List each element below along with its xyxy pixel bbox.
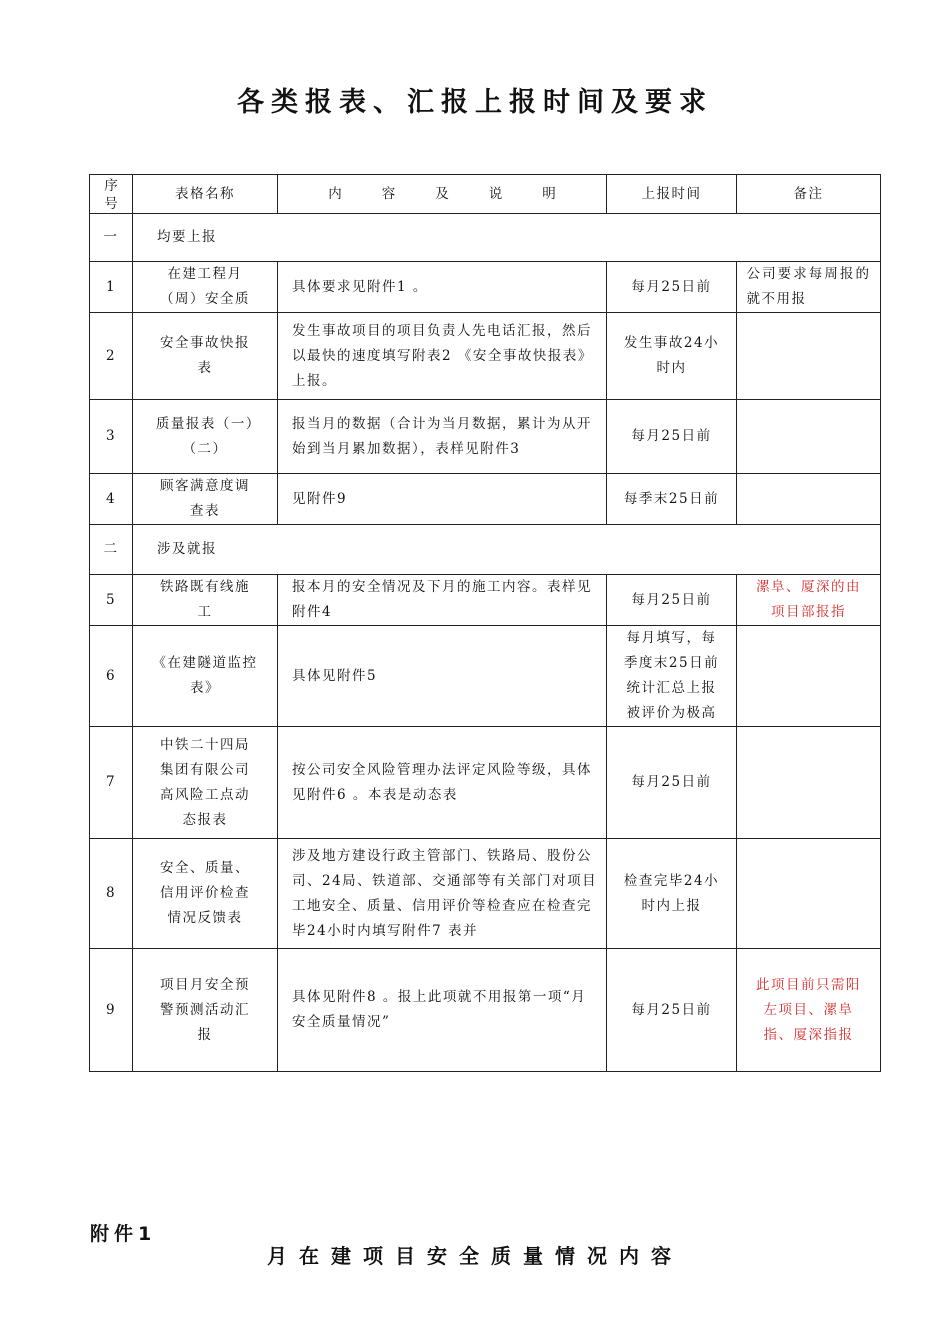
cell-name: 安全事故快报表 [133,313,278,400]
cell-time: 每月25日前 [607,949,737,1072]
cell-time: 每月填写，每季度末25日前统计汇总上报被评价为极高 [607,626,737,727]
cell-content: 见附件9 [278,474,607,525]
header-time: 上报时间 [607,175,737,214]
section-title: 均要上报 [133,214,881,262]
header-name: 表格名称 [133,175,278,214]
cell-note [737,839,881,949]
section-title: 涉及就报 [133,525,881,575]
cell-seq: 2 [90,313,133,400]
table-body [90,214,881,1072]
cell-content: 报本月的安全情况及下月的施工内容。表样见附件4 [278,575,607,626]
page-title: 各类报表、汇报上报时间及要求 [237,87,713,118]
table-row [90,313,881,400]
cell-content: 具体见附件5 [278,626,607,727]
cell-time: 发生事故24小时内 [607,313,737,400]
cell-name: 在建工程月（周）安全质 [133,262,278,313]
cell-seq: 7 [90,727,133,839]
cell-name: 中铁二十四局集团有限公司高风险工点动态报表 [133,727,278,839]
table-row [90,575,881,626]
cell-time: 每月25日前 [607,727,737,839]
cell-name: 顾客满意度调查表 [133,474,278,525]
cell-seq: 5 [90,575,133,626]
cell-time: 每月25日前 [607,262,737,313]
report-schedule-table [89,174,881,1072]
table-row [90,839,881,949]
cell-content: 涉及地方建设行政主管部门、铁路局、股份公司、24局、铁道部、交通部等有关部门对项目工地安全、质量、信用评价等检查应在检查完毕24小时内填写附件7 表并 [278,839,607,949]
cell-content: 按公司安全风险管理办法评定风险等级，具体见附件6 。本表是动态表 [278,727,607,839]
cell-seq: 3 [90,400,133,474]
cell-note: 此项目前只需阳左项目、漯阜指、厦深指报 [737,949,881,1072]
cell-seq: 4 [90,474,133,525]
cell-name: 铁路既有线施工 [133,575,278,626]
cell-seq: 9 [90,949,133,1072]
attachment-label: 附件1 [90,1223,157,1245]
header-seq: 序号 [90,175,133,214]
cell-note [737,474,881,525]
header-content: 内容及说明 [278,175,607,214]
cell-note: 公司要求每周报的就不用报 [737,262,881,313]
cell-seq: 8 [90,839,133,949]
table-row [90,626,881,727]
cell-content: 具体见附件8 。报上此项就不用报第一项“月安全质量情况” [278,949,607,1072]
attachment-title: 月在建项目安全质量情况内容 [267,1244,683,1268]
cell-time: 检查完毕24小时内上报 [607,839,737,949]
table-row [90,262,881,313]
table-header-row [90,175,881,214]
section-row [90,214,881,262]
cell-time: 每月25日前 [607,400,737,474]
table-row [90,727,881,839]
cell-time: 每月25日前 [607,575,737,626]
cell-note [737,626,881,727]
cell-name: 《在建隧道监控表》 [133,626,278,727]
cell-name: 质量报表（一）（二） [133,400,278,474]
cell-content: 报当月的数据（合计为当月数据，累计为从开始到当月累加数据），表样见附件3 [278,400,607,474]
table-row [90,400,881,474]
cell-seq: 一 [90,214,133,262]
cell-seq: 1 [90,262,133,313]
cell-note [737,727,881,839]
cell-time: 每季末25日前 [607,474,737,525]
section-row [90,525,881,575]
cell-note [737,313,881,400]
cell-name: 安全、质量、信用评价检查情况反馈表 [133,839,278,949]
cell-note: 漯阜、厦深的由项目部报指 [737,575,881,626]
header-note: 备注 [737,175,881,214]
cell-seq: 二 [90,525,133,575]
cell-note [737,400,881,474]
table-row [90,949,881,1072]
cell-content: 具体要求见附件1 。 [278,262,607,313]
cell-seq: 6 [90,626,133,727]
cell-content: 发生事故项目的项目负责人先电话汇报，然后以最快的速度填写附表2 《安全事故快报表》上报。 [278,313,607,400]
table-row [90,474,881,525]
cell-name: 项目月安全预警预测活动汇报 [133,949,278,1072]
